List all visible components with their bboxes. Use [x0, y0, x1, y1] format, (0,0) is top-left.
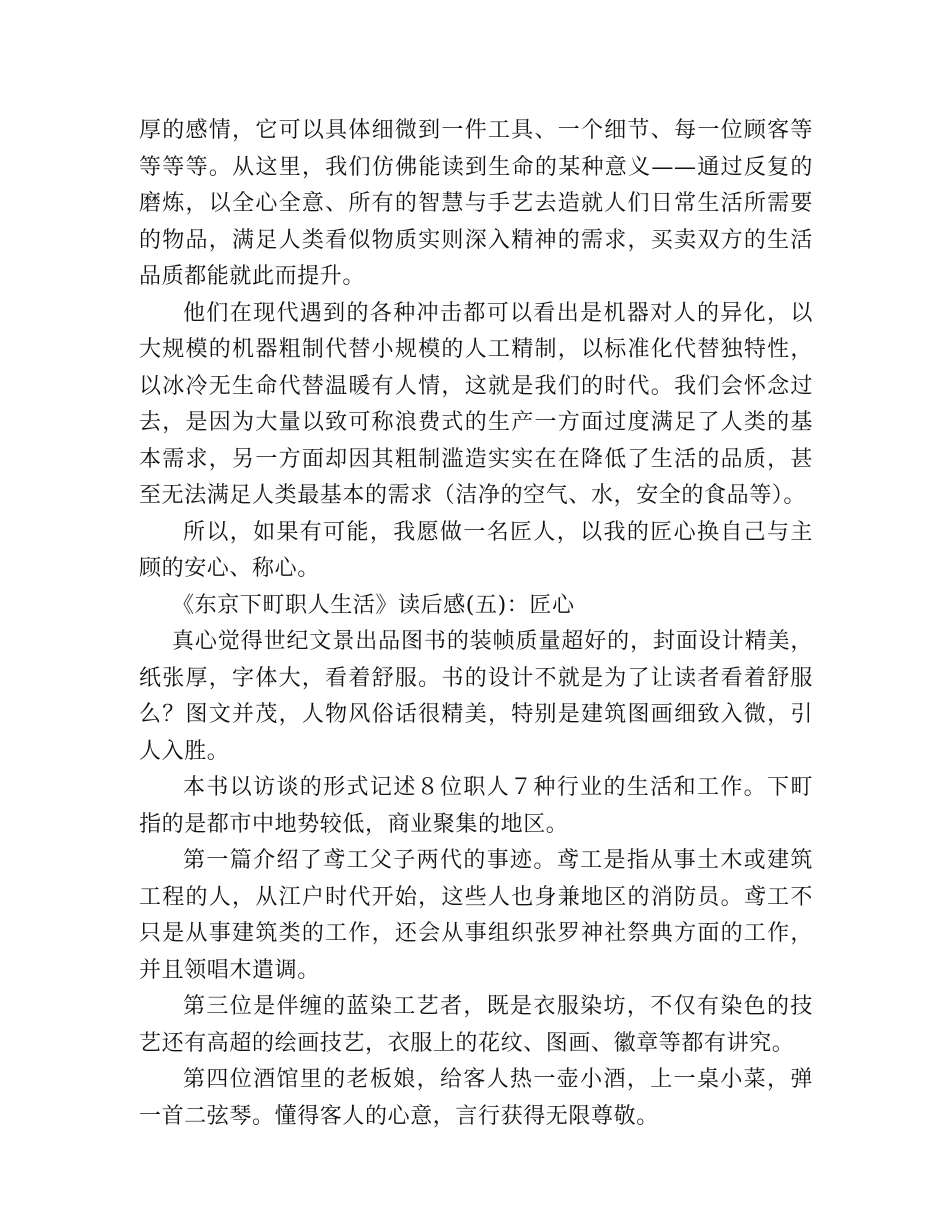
- paragraph: 真心觉得世纪文景出品图书的装帧质量超好的，封面设计精美，纸张厚，字体大，看着舒服。书的设计不就是为了让读者看着舒服么？图文并茂，人物风俗话很精美，特别是建筑图画细致入微，引人入胜。: [139, 629, 813, 764]
- paragraph: 第一篇介绍了鸢工父子两代的事迹。鸢工是指从事土木或建筑工程的人，从江户时代开始，这些人也身兼地区的消防员。鸢工不只是从事建筑类的工作，还会从事组织张罗神社祭典方面的工作，并且领唱木遣调。: [139, 848, 813, 983]
- section-heading: 《东京下町职人生活》读后感(五)：匠心: [172, 592, 575, 618]
- paragraph: 厚的感情，它可以具体细微到一件工具、一个细节、每一位顾客等等等等。从这里，我们仿佛能读到生命的某种意义——通过反复的磨炼，以全心全意、所有的智慧与手艺去造就人们日常生活所需要的物品，满足人类看似物质实则深入精神的需求，买卖双方的生活品质都能就此而提升。: [139, 118, 813, 289]
- document-body: [139, 113, 813, 1135]
- paragraph: 他们在现代遇到的各种冲击都可以看出是机器对人的异化，以大规模的机器粗制代替小规模的人工精制，以标准化代替独特性，以冰冷无生命代替温暖有人情，这就是我们的时代。我们会怀念过去，是因为大量以致可称浪费式的生产一方面过度满足了人类的基本需求，另一方面却因其粗制滥造实实在在降低了生活的品质，甚至无法满足人类最基本的需求（洁净的空气、水，安全的食品等）。: [139, 300, 813, 508]
- paragraph: 第四位酒馆里的老板娘，给客人热一壶小酒，上一桌小菜，弹一首二弦琴。懂得客人的心意，言行获得无限尊敬。: [139, 1067, 813, 1129]
- paragraph: 所以，如果有可能，我愿做一名匠人，以我的匠心换自己与主顾的安心、称心。: [139, 519, 813, 581]
- paragraph: 第三位是伴缠的蓝染工艺者，既是衣服染坊，不仅有染色的技艺还有高超的绘画技艺，衣服上的花纹、图画、徽章等都有讲究。: [139, 994, 813, 1056]
- paragraph: 本书以访谈的形式记述８位职人７种行业的生活和工作。下町指的是都市中地势较低，商业聚集的地区。: [139, 775, 813, 837]
